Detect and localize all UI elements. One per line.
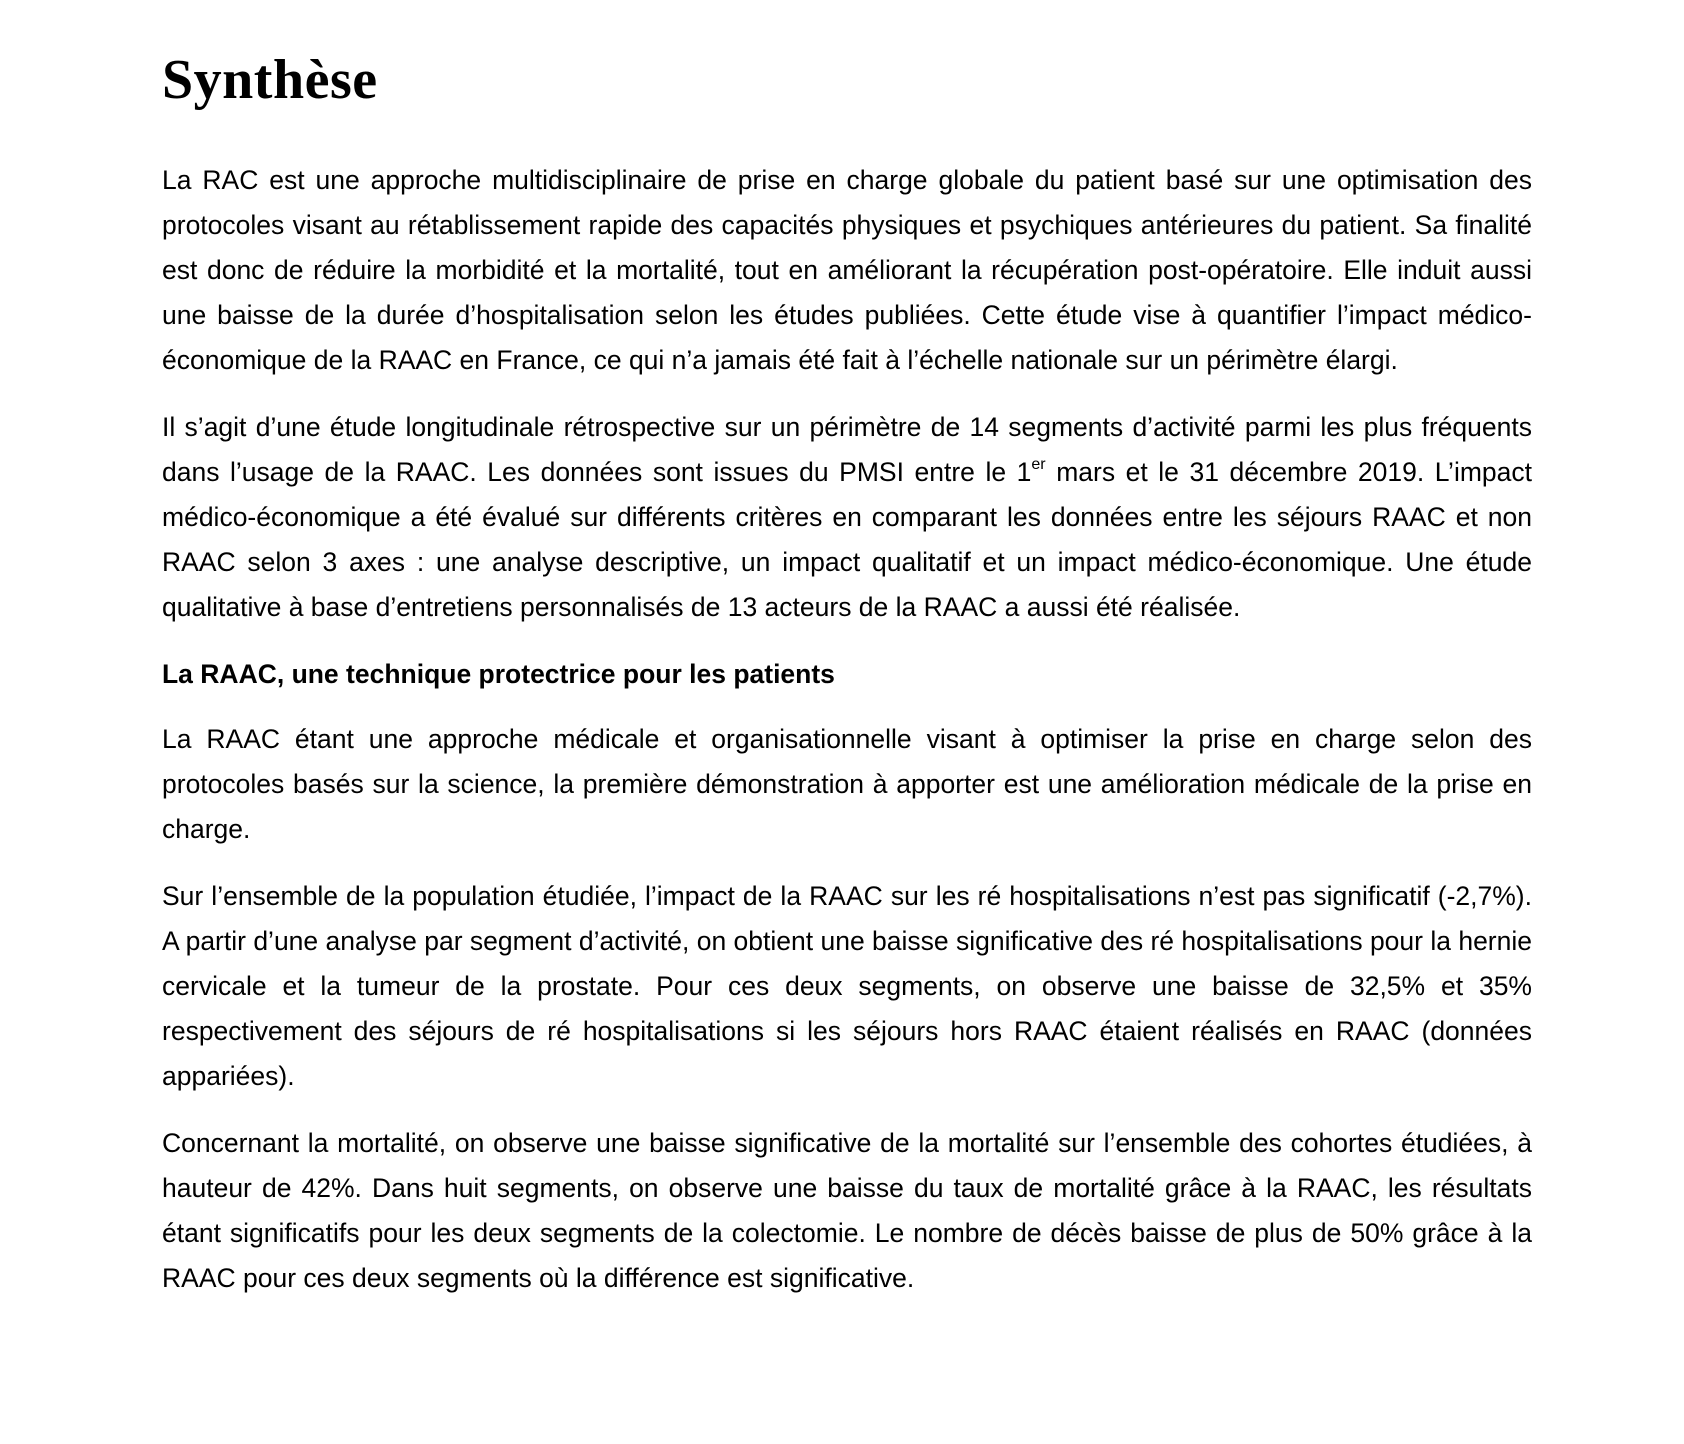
paragraph-intro: La RAC est une approche multidisciplinaire de prise en charge globale du patient basé sur une optimisation des protocoles visant au rétablissement rapide des capacités physiques et psychiques antérieures du patient. Sa finalité est donc de réduire la morbidité et la mortalité, tout en améliorant la récupération post-opératoire. Elle induit aussi une baisse de la durée d’hospitalisation selon les études publiées. Cette étude vise à quantifier l’impact médico-économique de la RAAC en France, ce qui n’a jamais été fait à l’échelle nationale sur un périmètre élargi. [162,165,1532,375]
ordinal-superscript: er [1031,456,1046,473]
paragraph-methodology [162,405,1532,630]
section-subheading: La RAAC, une technique protectrice pour les patients [162,659,835,689]
paragraph-methodology-part-2: mars et le 31 décembre 2019. L’impact médico-économique a été évalué sur différents critères en comparant les données entre les séjours RAAC et non RAAC selon 3 axes : une analyse descriptive, un impact qualitatif et un impact médico-économique. Une étude qualitative à base d’entretiens personnalisés de 13 acteurs de la RAAC a aussi été réalisée. [162,457,1532,622]
document-page [162,40,1532,1323]
paragraph-rehospitalisation: Sur l’ensemble de la population étudiée, l’impact de la RAAC sur les ré hospitalisations n’est pas significatif (-2,7%). A partir d’une analyse par segment d’activité, on obtient une baisse significative des ré hospitalisations pour la hernie cervicale et la tumeur de la prostate. Pour ces deux segments, on observe une baisse de 32,5% et 35% respectivement des séjours de ré hospitalisations si les séjours hors RAAC étaient réalisés en RAAC (données appariées). [162,881,1532,1091]
paragraph-mortality: Concernant la mortalité, on observe une baisse significative de la mortalité sur l’ensemble des cohortes étudiées, à hauteur de 42%. Dans huit segments, on observe une baisse du taux de mortalité grâce à la RAAC, les résultats étant significatifs pour les deux segments de la colectomie. Le nombre de décès baisse de plus de 50% grâce à la RAAC pour ces deux segments où la différence est significative. [162,1128,1532,1293]
page-title: Synthèse [162,49,378,111]
paragraph-methodology-part-1: Il s’agit d’une étude longitudinale rétrospective sur un périmètre de 14 segments d’activité parmi les plus fréquents dans l’usage de la RAAC. Les données sont issues du PMSI entre le 1 [162,412,1532,487]
paragraph-medical-approach: La RAAC étant une approche médicale et organisationnelle visant à optimiser la prise en charge selon des protocoles basés sur la science, la première démonstration à apporter est une amélioration médicale de la prise en charge. [162,724,1532,844]
